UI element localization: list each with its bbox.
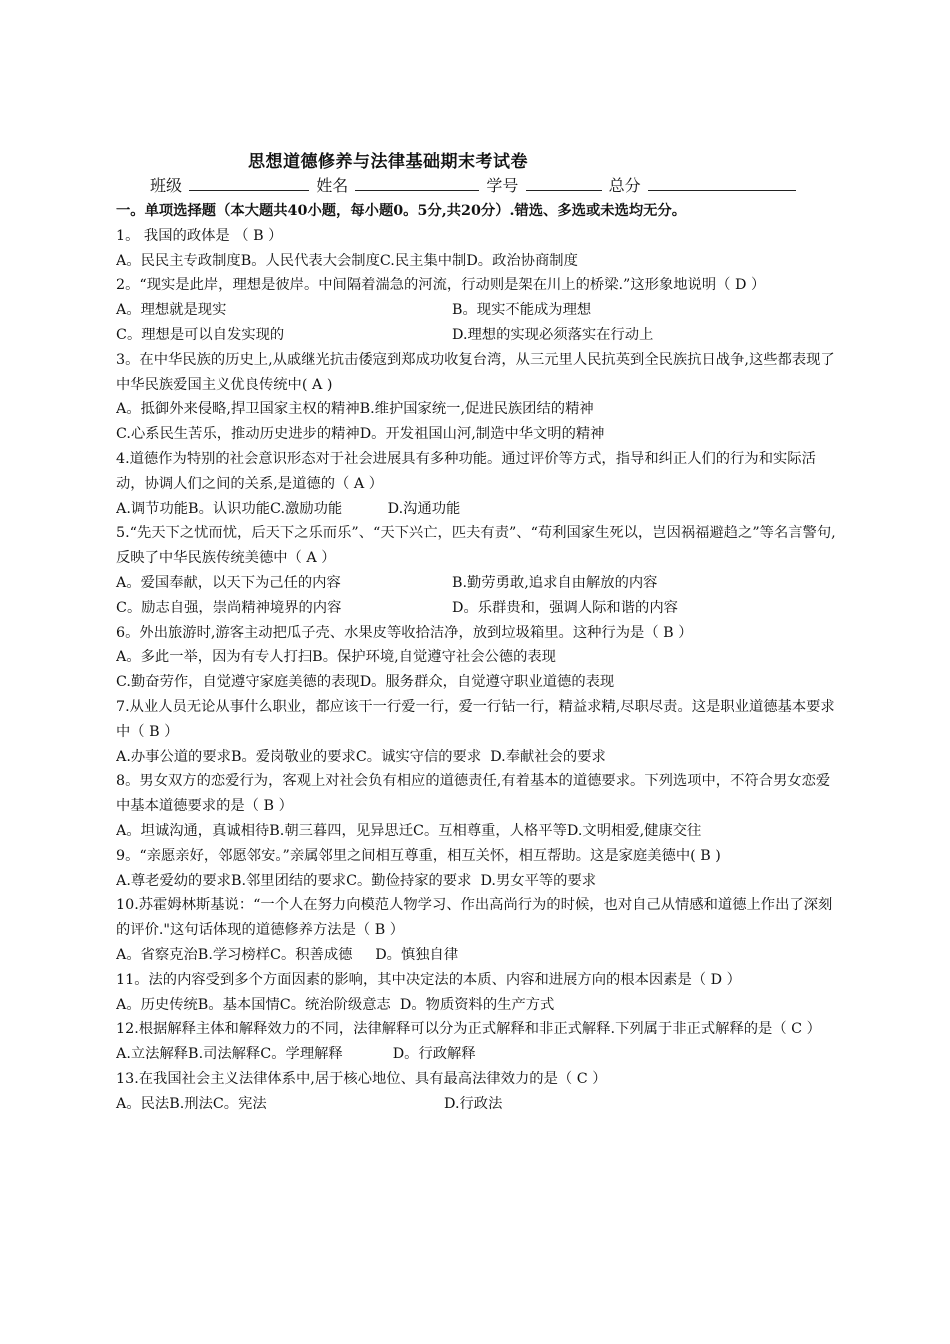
option-d: D.行政法: [444, 1095, 503, 1112]
question-10: 10.苏霍姆林斯基说：“一个人在努力向模范人物学习、作出高尚行为的时候，也对自己从情感和道德上作出了深刻的评价."这句话体现的道德修养方法是（ B ）: [116, 897, 833, 939]
question-6-options-2: C.勤奋劳作，自觉遵守家庭美德的表现D。服务群众，自觉遵守职业道德的表现: [116, 674, 615, 691]
id-label: 学号: [486, 176, 519, 195]
question-1-options: A。民民主专政制度B。人民代表大会制度C.民主集中制D。政治协商制度: [116, 252, 578, 269]
page-title: 思想道德修养与法律基础期末考试卷: [248, 152, 528, 172]
option-d: D.理想的实现必须落实在行动上: [452, 326, 654, 343]
question-13: 13.在我国社会主义法律体系中,居于核心地位、具有最高法律效力的是（ C ）: [116, 1070, 607, 1087]
question-1: 1。 我国的政体是 （ B ）: [116, 227, 283, 244]
name-blank[interactable]: [355, 175, 479, 191]
option-b: B。现实不能成为理想: [452, 302, 592, 319]
question-11-options: A。历史传统B。基本国情C。统治阶级意志 D。物质资料的生产方式: [116, 996, 555, 1013]
question-12: 12.根据解释主体和解释效力的不同，法律解释可以分为正式解释和非正式解释.下列属于非正式解释的是（ C ）: [116, 1021, 821, 1038]
question-12-options: A.立法解释B.司法解释C。学理解释 D。行政解释: [116, 1046, 476, 1063]
question-9: 9。“亲愿亲好，邻愿邻安。”亲属邻里之间相互尊重，相互关怀，相互帮助。这是家庭美德中( B ): [116, 847, 721, 864]
question-6-options-1: A。多此一举，因为有专人打扫B。保护环境,自觉遵守社会公德的表现: [116, 649, 556, 666]
question-7: 7.从业人员无论从事什么职业，都应该干一行爱一行，爱一行钻一行，精益求精,尽职尽责。这是职业道德基本要求中（ B ）: [116, 698, 835, 740]
option-d: D。乐群贵和，强调人际和谐的内容: [452, 599, 678, 616]
option-b: B.勤劳勇敢,追求自由解放的内容: [452, 574, 658, 591]
options-abc: A。民法B.刑法C。宪法: [116, 1095, 267, 1112]
class-blank[interactable]: [189, 175, 309, 191]
class-label: 班级: [150, 176, 183, 195]
question-13-options: [116, 1092, 838, 1117]
question-4: 4.道德作为特别的社会意识形态对于社会进展具有多种功能。通过评价等方式，指导和纠正人们的行为和实际活动，协调人们之间的关系,是道德的（ A ）: [116, 450, 816, 492]
question-11: 11。法的内容受到多个方面因素的影响，其中决定法的本质、内容和进展方向的根本因素是（ D ）: [116, 971, 741, 988]
question-8: 8。男女双方的恋爱行为，客观上对社会负有相应的道德责任,有着基本的道德要求。下列选项中，不符合男女恋爱中基本道德要求的是（ B ）: [116, 773, 831, 815]
question-5-options-row2: [116, 596, 838, 621]
score-blank[interactable]: [648, 175, 796, 191]
question-5-options-row1: [116, 571, 838, 596]
option-c: C。理想是可以自发实现的: [116, 326, 285, 343]
score-label: 总分: [608, 176, 641, 195]
id-blank[interactable]: [526, 175, 602, 191]
question-3-options-2: C.心系民生苦乐，推动历史进步的精神D。开发祖国山河,制造中华文明的精神: [116, 426, 605, 443]
question-5: 5.“先天下之忧而忧，后天下之乐而乐”、“天下兴亡，匹夫有责”、“苟利国家生死以，岂因祸福避趋之”等名言警句,反映了中华民族传统美德中（ A ）: [116, 525, 836, 567]
question-10-options: A。省察克治B.学习榜样C。积善成德 D。慎独自律: [116, 946, 459, 963]
question-2-options-row2: [116, 323, 838, 348]
option-a: A。理想就是现实: [116, 302, 227, 319]
option-c: C。励志自强，崇尚精神境界的内容: [116, 599, 342, 616]
question-list: [116, 199, 838, 1116]
question-2: 2。“现实是此岸，理想是彼岸。中间隔着湍急的河流，行动则是架在川上的桥梁.”这形象地说明（ D ）: [116, 277, 766, 294]
question-7-options: A.办事公道的要求B。爱岗敬业的要求C。诚实守信的要求 D.奉献社会的要求: [116, 748, 606, 765]
question-2-options-row1: [116, 298, 838, 323]
section-heading: 一。单项选择题（本大题共40小题，每小题0。5分,共20分）.错选、多选或未选均无分。: [116, 203, 687, 219]
question-4-options: A.调节功能B。认识功能C.激励功能 D.沟通功能: [116, 500, 461, 517]
option-a: A。爱国奉献，以天下为己任的内容: [116, 574, 341, 591]
question-3-options-1: A。抵御外来侵略,捍卫国家主权的精神B.维护国家统一,促进民族团结的精神: [116, 401, 594, 418]
question-9-options: A.尊老爱幼的要求B.邻里团结的要求C。勤俭持家的要求 D.男女平等的要求: [116, 872, 597, 889]
question-8-options: A。坦诚沟通，真诚相待B.朝三暮四，见异思迁C。互相尊重，人格平等D.文明相爱,健康交往: [116, 822, 702, 839]
question-3: 3。在中华民族的历史上,从戚继光抗击倭寇到郑成功收复台湾，从三元里人民抗英到全民族抗日战争,这些都表现了中华民族爱国主义优良传统中( A ): [116, 351, 835, 393]
question-6: 6。外出旅游时,游客主动把瓜子壳、水果皮等收拾洁净，放到垃圾箱里。这种行为是（ B ）: [116, 624, 693, 641]
name-label: 姓名: [316, 176, 349, 195]
student-info-line: [150, 173, 798, 196]
